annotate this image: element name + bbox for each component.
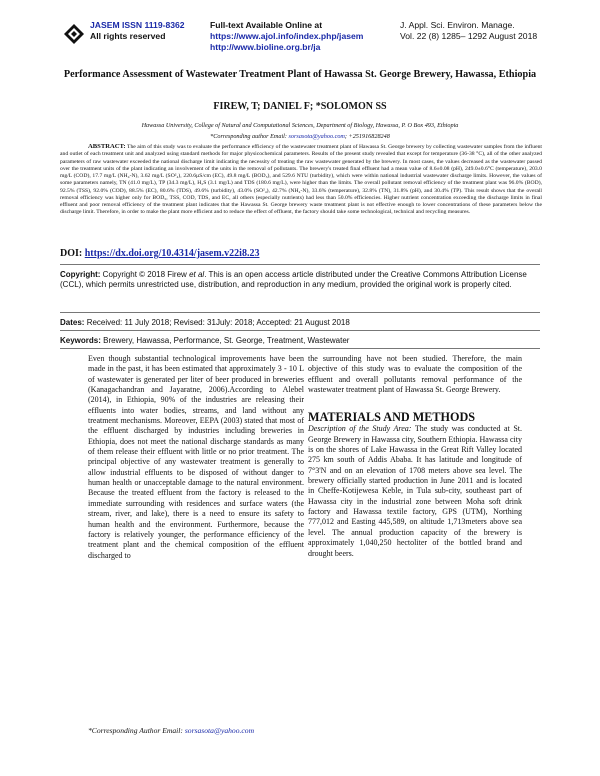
footnote-email[interactable]: sorsasota@yahoo.com: [184, 726, 255, 735]
citation-block: [400, 20, 540, 42]
right-column: [308, 354, 522, 559]
availability-block: [210, 20, 363, 53]
keywords-line: [60, 336, 540, 345]
doi-line: [60, 248, 259, 259]
copyright-notice: [60, 270, 540, 291]
affiliation: Hawassa University, College of Natural and Computational Sciences, Department of Biology, Hawassa, P. O Box 493, Ethiopia: [141, 122, 459, 129]
dates-label: Dates:: [60, 318, 85, 327]
keywords-label: Keywords:: [60, 336, 101, 345]
authors: FIREW, T; DANIEL F; *SOLOMON SS: [213, 101, 387, 112]
rights: All rights reserved: [90, 31, 166, 41]
journal-logo-icon: [62, 22, 86, 46]
availability-text: Full-text Available Online at: [210, 20, 323, 30]
corresponding-email[interactable]: sorsasota@yahoo.com: [288, 133, 345, 140]
footnote-label: *Corresponding Author Email:: [88, 726, 183, 735]
divider: [60, 348, 540, 349]
abstract: [60, 143, 542, 217]
intro-continuation: the surrounding have not been studied. Therefore, the main objective of this study was to evaluate the composition of the effluent and overall pollutants removal performance of the wastewater treatment plant of Hawassa St. George Brewery.: [308, 354, 522, 395]
journal-url-bioline[interactable]: http://www.bioline.org.br/ja: [210, 42, 321, 52]
divider: [60, 330, 540, 331]
corresponding-label: *Corresponding author Email:: [210, 133, 287, 140]
dates-line: [60, 318, 540, 327]
corresponding-phone: ; +251916828248: [344, 133, 390, 140]
footnote: [88, 726, 388, 735]
journal-name: J. Appl. Sci. Environ. Manage.: [400, 20, 515, 30]
issn-block: [90, 20, 185, 42]
intro-left-column: [88, 354, 304, 561]
study-area-subheading: Description of the Study Area:: [308, 424, 412, 434]
copyright-etal: et al: [189, 270, 205, 279]
keywords-text: Brewery, Hawassa, Performance, St. George, Treatment, Wastewater: [103, 336, 350, 345]
journal-url-ajol[interactable]: https://www.ajol.info/index.php/jasem: [210, 31, 364, 41]
study-area-text: The study was conducted at St. George Brewery in Hawassa city, Southern Ethiopia. Hawassa city is on the shores of Lake Hawassa in the Great Rift Valley located 275 km south of Addis Ababa. It has latitude and longitude of 7°3'N and on an elevation of 1708 meters above sea level. The brewery officially started production in June 2011 and is located in Cheffe-Kotijewesa Keble, in Tula sub-city, southeast part of Hawassa city in the industrial zone between Moha soft drink factory and Hawassa textile factory, GPS (UTM), Northing 777,012 and Easting 445,589, on altitude 1,713meters above sea level. The annual production capacity of the brewery is approximately 1,040,250 hectoliter of the bottled brand and drought beers.: [308, 424, 522, 558]
abstract-text: The aim of this study was to evaluate the performance efficiency of the wastewater treatment plant of Hawassa St. George brewery by collecting wastewater samples from the influent and outlet of each treatment unit and analyzed using standard methods for major physicochemical parameters. Results of the present study revealed that except for temperature (36-38 °C), all of the other analyzed parameters of raw wastewater exceeded the national discharge limit indicating the necessity of treating the raw wastewater generated by the brewery. In most cases, the values decreased as the wastewater passed over the treatment units of the plant indicating an involvement of the units in the removal of pollutants. The brewery's treated final effluent had a mean value of 8.6±0.08 (pH), 249.0±0.6°C (temperature), 203.0 mg/L (COD), 17.7 mg/L (NH₄-N), 3.62 mg/L (SO²₄), 220.6µS/cm (EC), 49.8 mg/L (BOD₅), and 529.6 NTU (turbidity), which were within national industrial wastewater discharge limits. However, the values of some parameters namely, TN (41.0 mg/L), TP (34.3 mg/L), H₂S (3.1 mg/L) and TDS (180.6 mg/L), were higher than the limits. The overall pollutant removal efficiency of the treatment plant was 96.0% (BOD), 92.5% (TSS), 92.0% (COD), 88.5% (EC), 80.6% (TDS), 49.6% (turbidity), 43.0% (SO²₄), 42.7% (NH₄-N), 33.6% (temperature), 32.8% (TN), 31.8% (pH), and 30.4% (TP). This result shows that the overall removal efficiency was higher only for BOD₅, TSS, COD, TDS, and EC, all others (especially nutrients) had less than 50.0% efficiencies. Higher nutrient concentration exceeding the discharge limits in final effluent and poor removal efficiency of the treatment plant indicates that the Hawassa St. George brewery waste treatment plant is not effective enough to lower concentrations of these parameters below the discharge limit. Therefore, in order to make the plant more efficient and to reduce the effect of effluent, the factory should take some technological, technical and recycling measures.: [60, 144, 542, 216]
copyright-pre: Copyright © 2018 Firew: [102, 270, 187, 279]
copyright-text: . This is an open access article distributed under the Creative Commons Attribution License (CCL), which permits unrestricted use, distribution, and reproduction in any medium, provided the original work is properly cited.: [60, 270, 527, 290]
doi-link[interactable]: https://dx.doi.org/10.4314/jasem.v22i8.23: [84, 248, 260, 259]
corresponding-author: [60, 133, 540, 140]
paper-title: Performance Assessment of Wastewater Treatment Plant of Hawassa St. George Brewery, Hawassa, Ethiopia: [63, 69, 537, 80]
intro-paragraph: Even though substantial technological improvements have been made in the past, it has been estimated that approximately 3 - 10 L of wastewater is generated per liter of beer produced in breweries (Kanagachandran and Jayaratne, 2006).According to Alebel (2014), in Ethiopia, 90% of the industries are releasing their effluents into water bodies, streams, and land without any treatment mechanisms. Moreover, EEPA (2003) stated that most of the effluent discharged by industries including breweries in Ethiopia, does not meet the national discharge standards as many of them release their effluent with little or no prior treatment. The principal objective of any wastewater treatment is generally to allow industrial effluents to be disposed of without danger to human health or unacceptable damage to the natural environment. Because the treated effluent from the factory is released to the immediate surrounding with residences and surface waters (the stream, river, and lake), there is a need to ensure its safety to human health and the environment. Furthermore, because the factory is relatively younger, the performance efficiency of the treatment plant and the chemical composition of the effluent discharged to: [88, 354, 304, 560]
abstract-label: ABSTRACT:: [88, 143, 126, 150]
divider: [60, 312, 540, 313]
issn: JASEM ISSN 1119-8362: [90, 20, 185, 30]
copyright-label: Copyright:: [60, 270, 101, 279]
methods-paragraph: [308, 424, 522, 558]
methods-heading: MATERIALS AND METHODS: [308, 410, 476, 425]
dates-text: Received: 11 July 2018; Revised: 31July: 2018; Accepted: 21 August 2018: [86, 318, 350, 327]
doi-label: DOI:: [60, 248, 83, 259]
divider: [60, 264, 540, 265]
volume-info: Vol. 22 (8) 1285– 1292 August 2018: [400, 31, 538, 41]
